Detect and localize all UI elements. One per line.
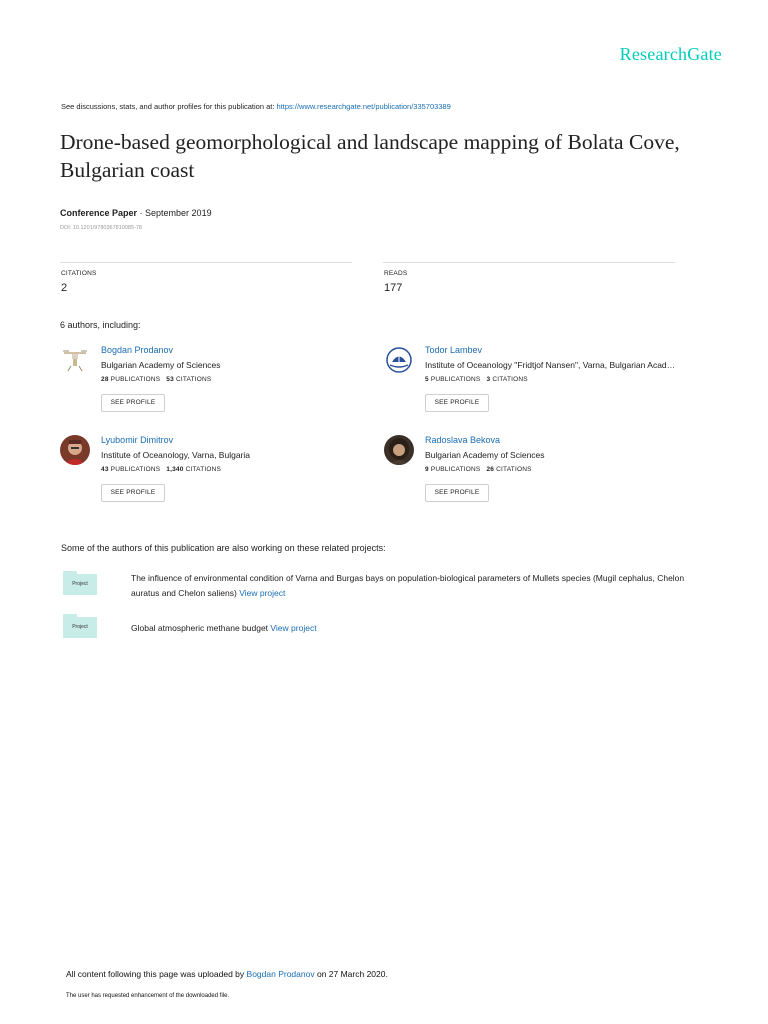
see-discussions-text: See discussions, stats, and author profiles for this publication at: xyxy=(61,102,275,111)
publications-label: PUBLICATIONS xyxy=(110,376,161,383)
paper-meta xyxy=(60,208,212,218)
see-profile-button[interactable]: SEE PROFILE xyxy=(101,394,165,412)
publication-url-link[interactable]: https://www.researchgate.net/publication/335703389 xyxy=(276,102,451,111)
meta-separator: · xyxy=(137,208,146,218)
publications-count: 9 xyxy=(425,466,429,473)
project-icon-label: Project xyxy=(63,574,97,595)
citations-count: 3 xyxy=(486,376,491,383)
citations-divider xyxy=(60,262,352,263)
reads-value: 177 xyxy=(384,282,403,294)
author-institution: Bulgarian Academy of Sciences xyxy=(425,450,545,460)
person-photo-icon xyxy=(384,435,414,465)
paper-title: Drone-based geomorphological and landscape mapping of Bolata Cove, Bulgarian coast xyxy=(60,130,680,182)
citations-count-label: CITATIONS xyxy=(175,376,212,383)
see-profile-button[interactable]: SEE PROFILE xyxy=(425,484,489,502)
avatar[interactable] xyxy=(60,345,90,375)
citations-count: 1,340 xyxy=(166,466,184,473)
see-discussions-line xyxy=(61,102,451,111)
author-counts xyxy=(101,376,211,383)
author-institution: Institute of Oceanology, Varna, Bulgaria xyxy=(101,450,250,460)
citations-count: 26 xyxy=(486,466,495,473)
project-description: The influence of environmental condition of Varna and Burgas bays on population-biological parameters of Mullets species (Mugil cephalus, Chelon auratus and Chelon saliens) xyxy=(131,573,685,598)
view-project-link[interactable]: View project xyxy=(270,623,317,633)
citations-count-label: CITATIONS xyxy=(492,376,528,383)
author-name-link[interactable]: Lyubomir Dimitrov xyxy=(101,435,174,445)
see-profile-button[interactable]: SEE PROFILE xyxy=(425,394,489,412)
author-name-link[interactable]: Radoslava Bekova xyxy=(425,435,501,445)
publications-label: PUBLICATIONS xyxy=(110,466,161,473)
institute-logo-icon xyxy=(384,345,414,375)
uploaded-by-line xyxy=(66,969,388,979)
project-icon-label: Project xyxy=(63,617,97,638)
project-folder-icon[interactable] xyxy=(63,614,97,638)
uploaded-suffix: on 27 March 2020. xyxy=(316,969,388,979)
paper-date: September 2019 xyxy=(145,208,212,218)
author-counts xyxy=(425,466,532,473)
author-institution: Institute of Oceanology "Fridtjof Nansen", Varna, Bulgarian Acad… xyxy=(425,360,676,370)
authors-heading: 6 authors, including: xyxy=(60,320,141,330)
citations-label: CITATIONS xyxy=(61,270,97,277)
avatar[interactable] xyxy=(60,435,90,465)
uploader-name-link[interactable]: Bogdan Prodanov xyxy=(246,969,315,979)
reads-divider xyxy=(383,262,675,263)
publications-label: PUBLICATIONS xyxy=(430,376,481,383)
author-card xyxy=(60,435,390,515)
paper-doi: DOI: 10.1201/9780367810085-78 xyxy=(60,225,142,231)
project-item xyxy=(131,571,691,601)
researchgate-logo[interactable]: ResearchGate xyxy=(619,44,722,64)
author-institution: Bulgarian Academy of Sciences xyxy=(101,360,221,370)
avatar[interactable] xyxy=(384,345,414,375)
author-card xyxy=(384,435,714,515)
view-project-link[interactable]: View project xyxy=(239,588,286,598)
publications-label: PUBLICATIONS xyxy=(430,466,481,473)
project-description: Global atmospheric methane budget xyxy=(131,623,269,633)
author-counts xyxy=(101,466,221,473)
avatar[interactable] xyxy=(384,435,414,465)
publications-count: 43 xyxy=(101,466,109,473)
author-card xyxy=(60,345,390,425)
publications-count: 28 xyxy=(101,376,109,383)
author-name-link[interactable]: Bogdan Prodanov xyxy=(101,345,174,355)
reads-label: READS xyxy=(384,270,408,277)
paper-type: Conference Paper xyxy=(60,208,138,218)
citations-count-label: CITATIONS xyxy=(185,466,222,473)
project-item xyxy=(131,621,691,636)
see-profile-button[interactable]: SEE PROFILE xyxy=(101,484,165,502)
author-counts xyxy=(425,376,528,383)
project-folder-icon[interactable] xyxy=(63,571,97,595)
citations-count-label: CITATIONS xyxy=(496,466,532,473)
related-projects-heading: Some of the authors of this publication are also working on these related projects: xyxy=(61,543,386,553)
publications-count: 5 xyxy=(425,376,429,383)
uploaded-prefix: All content following this page was uploaded by xyxy=(66,969,245,979)
drone-avatar-icon xyxy=(60,345,90,375)
person-photo-icon xyxy=(60,435,90,465)
citations-count: 53 xyxy=(166,376,174,383)
citations-value: 2 xyxy=(61,282,68,294)
enhancement-note: The user has requested enhancement of the downloaded file. xyxy=(66,993,230,999)
author-card xyxy=(384,345,714,425)
author-name-link[interactable]: Todor Lambev xyxy=(425,345,483,355)
